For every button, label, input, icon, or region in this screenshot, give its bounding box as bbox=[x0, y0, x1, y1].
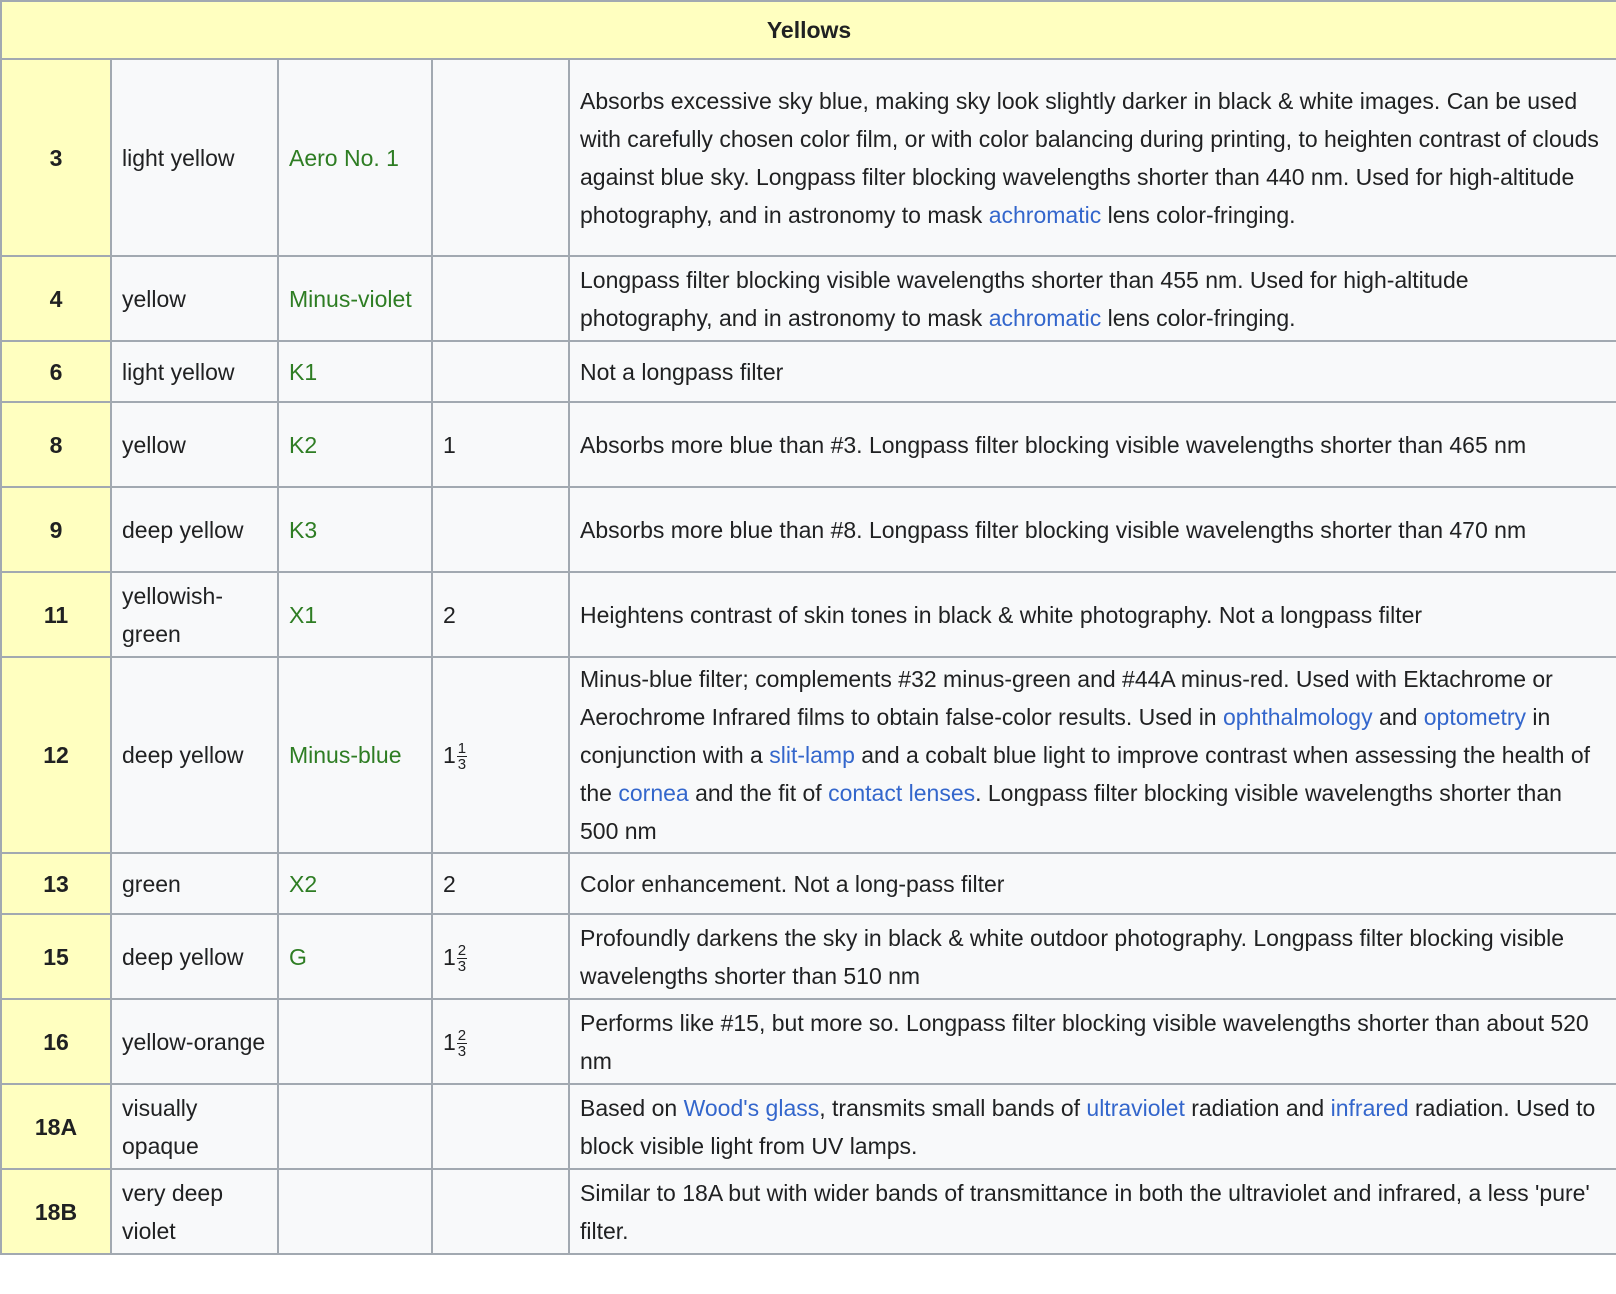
kodak-name: K2 bbox=[278, 402, 432, 487]
description-text: and a cobalt blue light to improve contrast when assessing the health of the bbox=[580, 742, 1591, 806]
wiki-link[interactable]: contact lenses bbox=[828, 780, 976, 806]
description-text: Color enhancement. Not a long-pass filter bbox=[580, 870, 1005, 897]
wiki-link[interactable]: optometry bbox=[1423, 704, 1527, 730]
filter-color: visually opaque bbox=[111, 1084, 278, 1169]
filter-color: yellow-orange bbox=[111, 999, 278, 1084]
description-text: Similar to 18A but with wider bands of transmittance in both the ultraviolet and infrared, a less 'pure' filter. bbox=[580, 1179, 1590, 1244]
table-row bbox=[1, 487, 1616, 572]
filter-description bbox=[569, 59, 1616, 256]
description-text: radiation. Used to block visible light from UV lamps. bbox=[580, 1094, 1596, 1159]
section-title: Yellows bbox=[1, 1, 1616, 59]
filter-number: 9 bbox=[1, 487, 111, 572]
filter-color: yellowish-green bbox=[111, 572, 278, 657]
kodak-name: G bbox=[278, 914, 432, 999]
filter-color: deep yellow bbox=[111, 657, 278, 853]
filter-factor-fraction bbox=[457, 741, 467, 772]
wiki-link[interactable]: infrared bbox=[1330, 1094, 1409, 1121]
filter-description bbox=[569, 914, 1616, 999]
filter-description bbox=[569, 1084, 1616, 1169]
table-row bbox=[1, 1084, 1616, 1169]
filter-factor-whole: 1 bbox=[443, 943, 456, 970]
description-text: and bbox=[1372, 704, 1424, 730]
kodak-name: Minus-violet bbox=[278, 256, 432, 341]
fraction-numerator: 2 bbox=[457, 941, 467, 959]
kodak-name bbox=[278, 1169, 432, 1254]
section-header-row bbox=[1, 1, 1616, 59]
description-text: Absorbs more blue than #3. Longpass filter blocking visible wavelengths shorter than 465 nm bbox=[580, 431, 1527, 458]
wiki-link[interactable]: ophthalmology bbox=[1223, 704, 1373, 730]
fraction-numerator: 2 bbox=[457, 1026, 467, 1044]
table-row bbox=[1, 59, 1616, 256]
table-row bbox=[1, 999, 1616, 1084]
fraction-numerator: 1 bbox=[457, 740, 467, 758]
kodak-name: Minus-blue bbox=[278, 657, 432, 853]
filter-description bbox=[569, 402, 1616, 487]
filter-number: 12 bbox=[1, 657, 111, 853]
table-row bbox=[1, 402, 1616, 487]
table-row bbox=[1, 572, 1616, 657]
table-row bbox=[1, 256, 1616, 341]
filter-number: 8 bbox=[1, 402, 111, 487]
filter-factor-whole: 1 bbox=[443, 742, 456, 768]
filter-factor bbox=[432, 402, 569, 487]
table-row bbox=[1, 853, 1616, 914]
filter-factor bbox=[432, 487, 569, 572]
kodak-name bbox=[278, 999, 432, 1084]
filter-number: 16 bbox=[1, 999, 111, 1084]
kodak-name bbox=[278, 1084, 432, 1169]
filter-number: 4 bbox=[1, 256, 111, 341]
filter-factor bbox=[432, 572, 569, 657]
filter-factor-fraction bbox=[457, 1028, 467, 1059]
fraction-denominator: 3 bbox=[457, 957, 467, 975]
table-row bbox=[1, 914, 1616, 999]
fraction-denominator: 3 bbox=[457, 756, 467, 774]
description-text: Not a longpass filter bbox=[580, 358, 784, 385]
filter-factor-whole: 2 bbox=[443, 601, 456, 628]
filter-factor-whole: 1 bbox=[443, 431, 456, 458]
filter-factor bbox=[432, 853, 569, 914]
filter-factor-fraction bbox=[457, 943, 467, 974]
filter-description bbox=[569, 487, 1616, 572]
filter-factor bbox=[432, 1169, 569, 1254]
filter-color: deep yellow bbox=[111, 914, 278, 999]
fraction-denominator: 3 bbox=[457, 1042, 467, 1060]
description-text: Absorbs excessive sky blue, making sky look slightly darker in black & white images. Can be used with carefully chosen color film, or with color balancing during printing, to heighten contrast of clouds against blue sky. Longpass filter blocking wavelengths shorter than 440 nm. Used for high-altitude photography, and in astronomy to mask bbox=[580, 87, 1599, 228]
filter-factor bbox=[432, 59, 569, 256]
table-row bbox=[1, 1169, 1616, 1254]
table-row bbox=[1, 341, 1616, 402]
filter-number: 13 bbox=[1, 853, 111, 914]
filter-color: yellow bbox=[111, 402, 278, 487]
filter-rows bbox=[1, 59, 1616, 1254]
filter-description bbox=[569, 853, 1616, 914]
filter-number: 18B bbox=[1, 1169, 111, 1254]
description-text: Absorbs more blue than #8. Longpass filter blocking visible wavelengths shorter than 470 nm bbox=[580, 516, 1527, 543]
filter-color: light yellow bbox=[111, 59, 278, 256]
description-text: and the fit of bbox=[688, 780, 829, 806]
kodak-name: K1 bbox=[278, 341, 432, 402]
description-text: in conjunction with a bbox=[580, 704, 1551, 768]
wiki-link[interactable]: Wood's glass bbox=[683, 1094, 820, 1121]
filter-description bbox=[569, 341, 1616, 402]
filter-factor bbox=[432, 256, 569, 341]
description-text: . Longpass filter blocking visible wavelengths shorter than 500 nm bbox=[580, 780, 1562, 844]
filter-description bbox=[569, 1169, 1616, 1254]
description-text: lens color-fringing. bbox=[1101, 201, 1296, 228]
description-text: lens color-fringing. bbox=[1101, 304, 1296, 331]
filter-factor-whole: 2 bbox=[443, 870, 456, 897]
filter-factor bbox=[432, 341, 569, 402]
filter-color: yellow bbox=[111, 256, 278, 341]
description-text: radiation and bbox=[1184, 1094, 1331, 1121]
kodak-name: Aero No. 1 bbox=[278, 59, 432, 256]
filter-color: very deep violet bbox=[111, 1169, 278, 1254]
kodak-name: X1 bbox=[278, 572, 432, 657]
wiki-link[interactable]: achromatic bbox=[988, 304, 1102, 331]
filter-factor bbox=[432, 914, 569, 999]
description-text: Profoundly darkens the sky in black & white outdoor photography. Longpass filter blocking visible wavelengths shorter than 510 nm bbox=[580, 924, 1565, 989]
table-row bbox=[1, 657, 1616, 853]
wiki-link[interactable]: ultraviolet bbox=[1086, 1094, 1185, 1121]
description-text: Heightens contrast of skin tones in black & white photography. Not a longpass filter bbox=[580, 601, 1423, 628]
filter-description bbox=[569, 256, 1616, 341]
wiki-link[interactable]: slit-lamp bbox=[769, 742, 855, 768]
filter-number: 15 bbox=[1, 914, 111, 999]
kodak-name: K3 bbox=[278, 487, 432, 572]
wiki-link[interactable]: cornea bbox=[618, 780, 689, 806]
filter-factor-whole: 1 bbox=[443, 1028, 456, 1055]
description-text: Based on bbox=[580, 1094, 684, 1121]
filter-color: deep yellow bbox=[111, 487, 278, 572]
filter-number: 18A bbox=[1, 1084, 111, 1169]
filter-color: light yellow bbox=[111, 341, 278, 402]
description-text: Performs like #15, but more so. Longpass filter blocking visible wavelengths shorter than about 520 nm bbox=[580, 1009, 1589, 1074]
description-text: Minus-blue filter; complements #32 minus-green and #44A minus-red. Used with Ektachrome or Aerochrome Infrared films to obtain false-color results. Used in bbox=[580, 666, 1553, 730]
filter-number: 6 bbox=[1, 341, 111, 402]
wiki-link[interactable]: achromatic bbox=[988, 201, 1102, 228]
filter-factor bbox=[432, 657, 569, 853]
filter-color: green bbox=[111, 853, 278, 914]
filter-description bbox=[569, 999, 1616, 1084]
kodak-name: X2 bbox=[278, 853, 432, 914]
filter-description bbox=[569, 572, 1616, 657]
filter-number: 11 bbox=[1, 572, 111, 657]
description-text: , transmits small bands of bbox=[819, 1094, 1087, 1121]
filter-factor bbox=[432, 1084, 569, 1169]
description-text: Longpass filter blocking visible wavelengths shorter than 455 nm. Used for high-altitude photography, and in astronomy to mask bbox=[580, 266, 1469, 331]
filter-description bbox=[569, 657, 1616, 853]
filter-number: 3 bbox=[1, 59, 111, 256]
filter-factor bbox=[432, 999, 569, 1084]
